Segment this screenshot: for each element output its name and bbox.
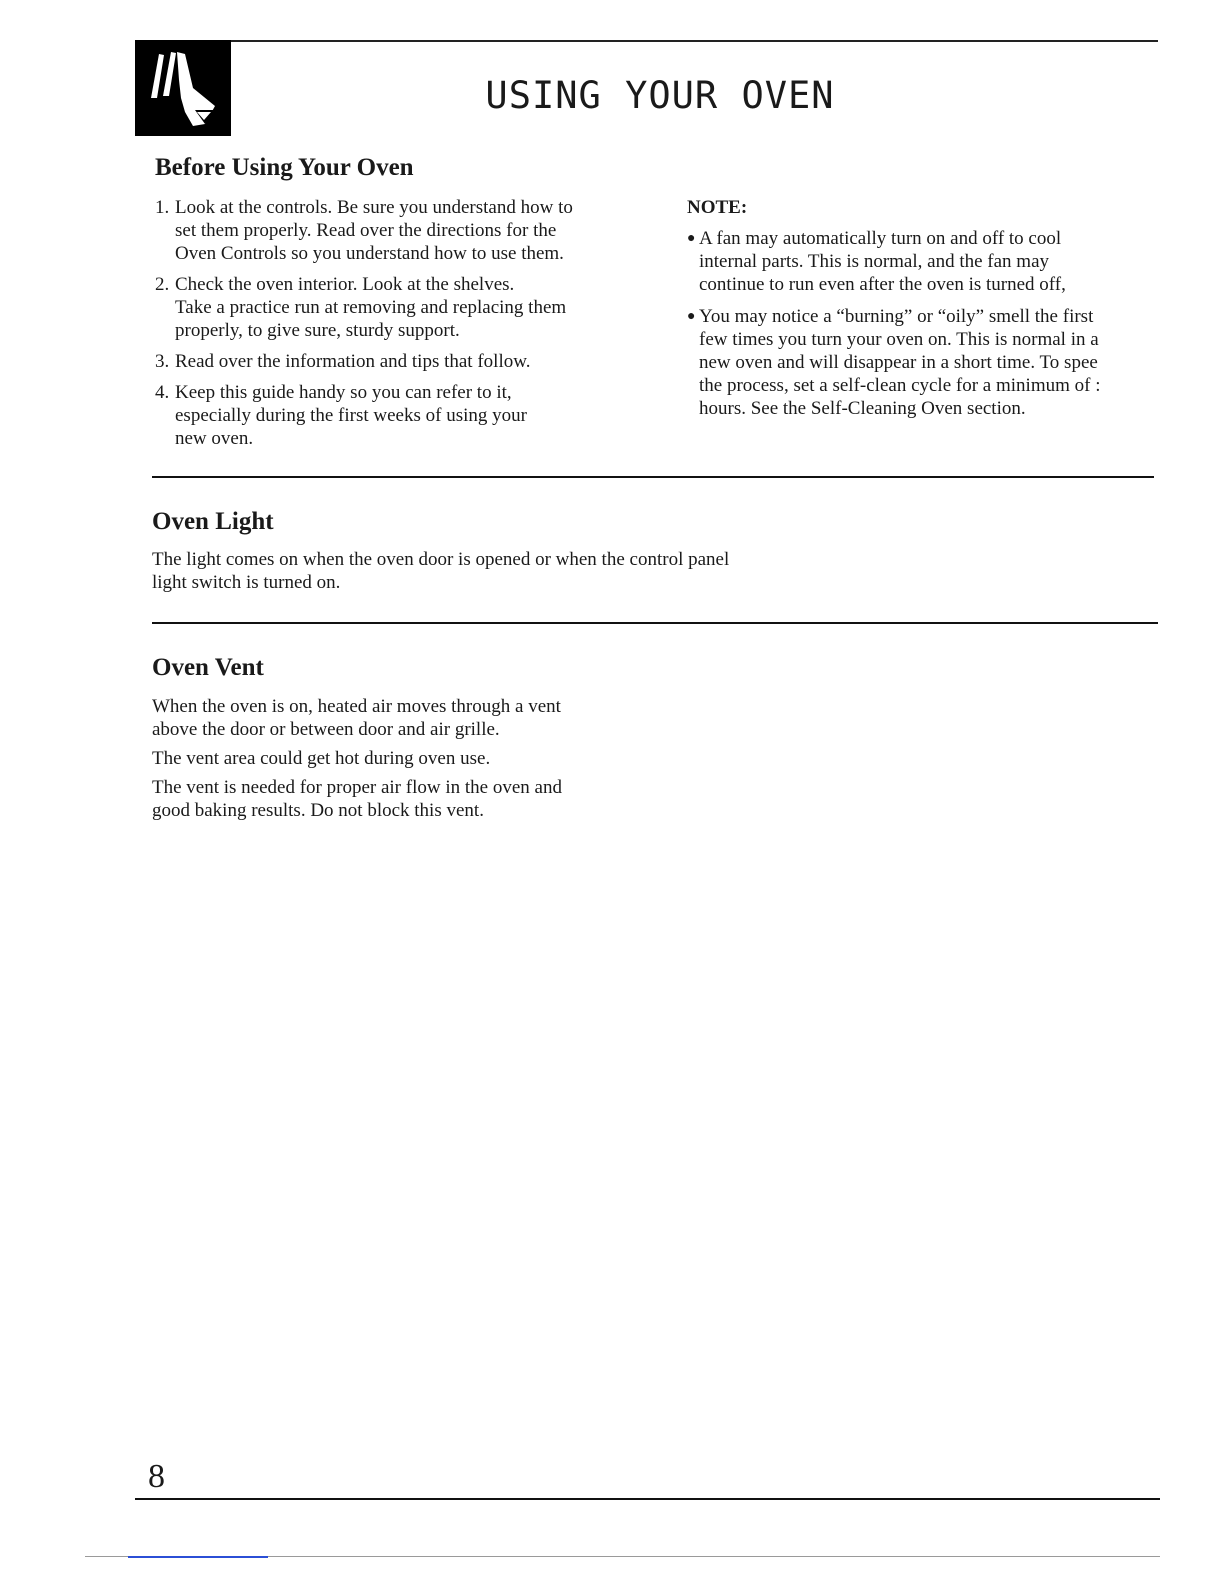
text-line: above the door or between door and air grille. [152,719,500,740]
step-line: properly, to give sure, sturdy support. [175,320,460,341]
step-item [155,381,655,450]
note-line: internal parts. This is normal, and the fan may [699,251,1050,272]
paragraph [152,695,562,741]
step-number: 2. [155,274,170,295]
text-line: The light comes on when the oven door is opened or when the control panel [152,549,730,570]
paragraph [152,747,562,770]
oven-vent-text [152,695,562,822]
note-line: hours. See the Self-Cleaning Oven section. [699,398,1026,419]
step-line: Look at the controls. Be sure you understand how to [175,197,573,218]
hand-pointing-icon [135,40,231,136]
section-divider [152,476,1154,478]
oven-light-heading: Oven Light [152,508,274,535]
note-label: NOTE: [687,197,748,218]
paragraph [152,776,562,822]
step-line: Keep this guide handy so you can refer to it, [175,382,512,403]
note-line: new oven and will disappear in a short time. To spee [699,352,1098,373]
note-section [687,196,1157,429]
oven-light-text [152,548,729,594]
step-line: set them properly. Read over the directions for the [175,220,557,241]
step-line: new oven. [175,428,254,449]
step-line: Oven Controls so you understand how to use them. [175,243,564,264]
step-number: 3. [155,351,170,372]
page-number: 8 [148,1458,165,1495]
note-item [687,305,1157,420]
note-line: You may notice a “burning” or “oily” smell the first [699,306,1094,327]
note-line: A fan may automatically turn on and off to cool [699,228,1062,249]
text-line: light switch is turned on. [152,572,341,593]
note-line: few times you turn your oven on. This is normal in a [699,329,1099,350]
top-rule [135,40,1158,42]
step-number: 4. [155,382,170,403]
step-line: Take a practice run at removing and replacing them [175,297,567,318]
text-line: When the oven is on, heated air moves through a vent [152,696,561,717]
text-line: The vent area could get hot during oven use. [152,748,491,769]
oven-vent-heading: Oven Vent [152,654,264,681]
bottom-rule [135,1498,1160,1500]
step-item [155,196,655,265]
step-item [155,273,655,342]
before-using-steps [155,196,655,458]
step-item [155,350,655,373]
note-item [687,227,1157,296]
step-number: 1. [155,197,170,218]
note-line: the process, set a self-clean cycle for a minimum of : [699,375,1101,396]
step-line: Read over the information and tips that follow. [175,351,531,372]
page-title: USING YOUR OVEN [485,74,835,117]
step-line: Check the oven interior. Look at the shelves. [175,274,515,295]
bullet-icon: ● [687,231,696,246]
step-line: especially during the first weeks of using your [175,405,527,426]
note-line: continue to run even after the oven is turned off, [699,274,1066,295]
before-using-heading: Before Using Your Oven [155,154,414,181]
scan-link-underline [128,1556,268,1558]
text-line: good baking results. Do not block this vent. [152,800,484,821]
section-divider [152,622,1158,624]
bullet-icon: ● [687,309,696,324]
text-line: The vent is needed for proper air flow in the oven and [152,777,562,798]
